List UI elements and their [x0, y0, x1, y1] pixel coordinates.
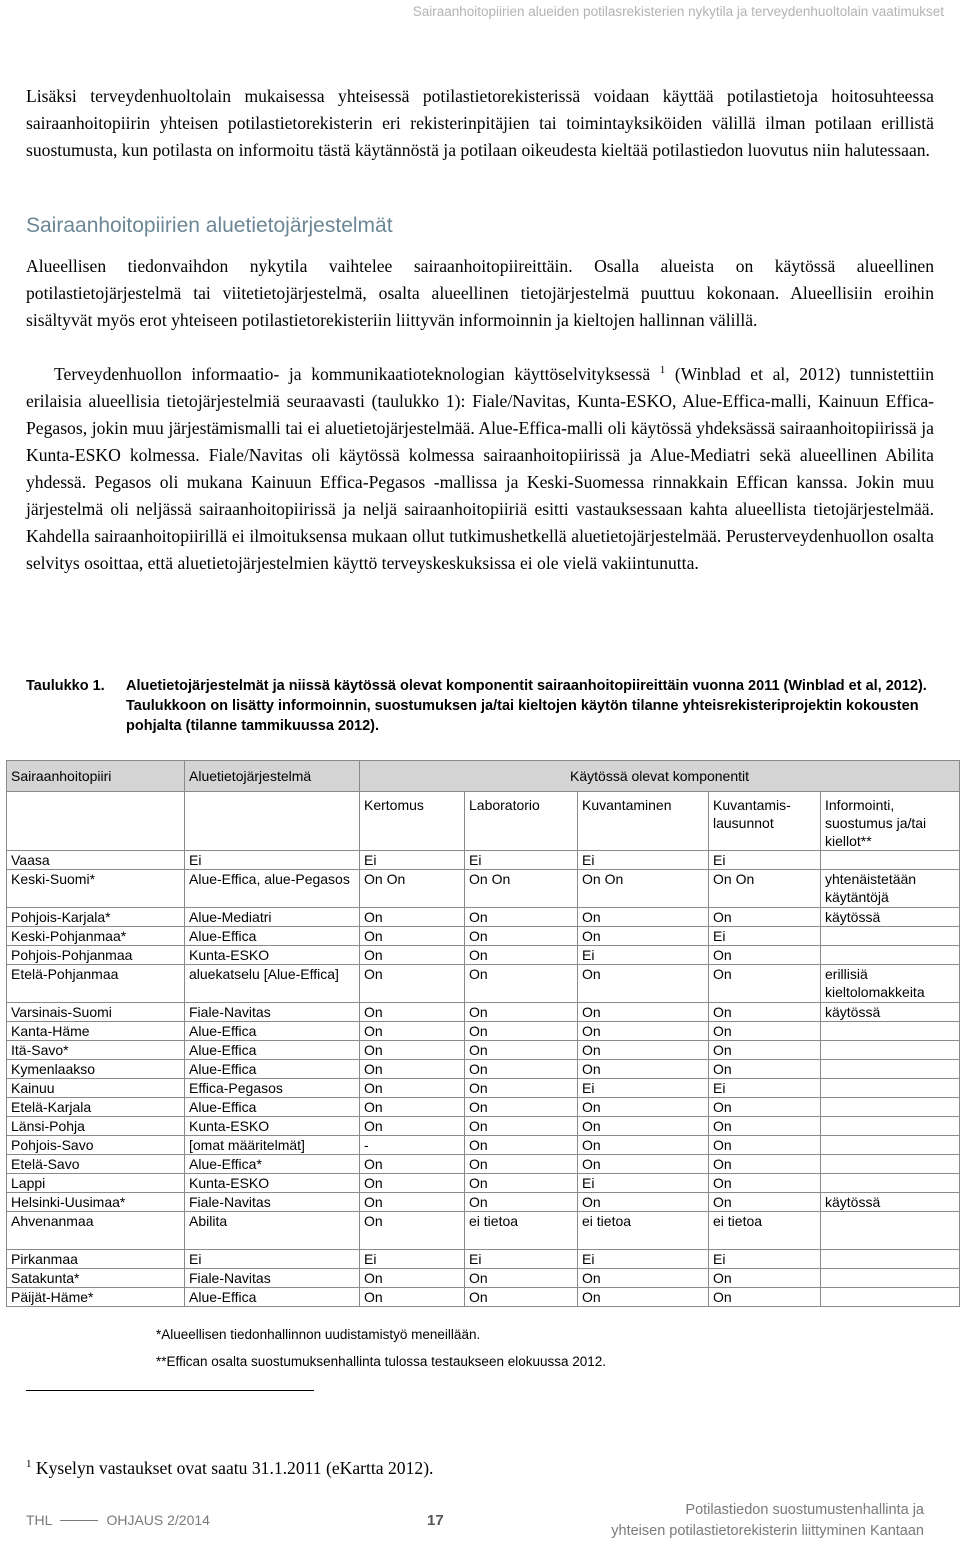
table-note-2: **Effican osalta suostumuksenhallinta tulossa testaukseen elokuussa 2012. — [156, 1354, 607, 1369]
cell-informointi — [821, 1098, 960, 1117]
cell-kertomus: On — [360, 1041, 465, 1060]
table-row — [7, 965, 960, 1003]
cell-kuvantaminen: Ei — [578, 1250, 709, 1269]
cell-district: Itä-Savo* — [7, 1041, 185, 1060]
cell-informointi: käytössä — [821, 1003, 960, 1022]
cell-lausunnot: On — [709, 1174, 821, 1193]
intro-paragraph — [26, 83, 934, 164]
cell-kuvantaminen: On — [578, 1193, 709, 1212]
cell-kuvantaminen: Ei — [578, 946, 709, 965]
cell-informointi — [821, 1022, 960, 1041]
subheader-kuvantamislausunnot: Kuvantamis-lausunnot — [709, 792, 821, 851]
cell-informointi — [821, 1174, 960, 1193]
cell-system: Kunta-ESKO — [185, 1117, 360, 1136]
cell-system: Alue-Effica — [185, 1041, 360, 1060]
cell-lausunnot: On — [709, 965, 821, 1003]
cell-system: Fiale-Navitas — [185, 1193, 360, 1212]
cell-informointi — [821, 1117, 960, 1136]
cell-lausunnot: On — [709, 1269, 821, 1288]
table-row — [7, 946, 960, 965]
cell-system: Alue-Effica — [185, 1060, 360, 1079]
cell-kertomus: On — [360, 965, 465, 1003]
cell-informointi — [821, 1136, 960, 1155]
cell-system: Alue-Effica — [185, 927, 360, 946]
cell-kuvantaminen: ei tietoa — [578, 1212, 709, 1250]
table-row — [7, 1212, 960, 1250]
cell-district: Päijät-Häme* — [7, 1288, 185, 1307]
cell-kuvantaminen: On — [578, 1060, 709, 1079]
cell-lausunnot: Ei — [709, 1079, 821, 1098]
cell-laboratorio: On — [465, 1041, 578, 1060]
cell-kertomus: On — [360, 1212, 465, 1250]
cell-kuvantaminen: On — [578, 965, 709, 1003]
cell-kertomus: On — [360, 908, 465, 927]
table-row — [7, 1193, 960, 1212]
cell-district: Kymenlaakso — [7, 1060, 185, 1079]
cell-kertomus: On — [360, 1079, 465, 1098]
cell-informointi — [821, 1288, 960, 1307]
cell-lausunnot: On — [709, 1022, 821, 1041]
cell-informointi — [821, 851, 960, 870]
subheader-kertomus: Kertomus — [360, 792, 465, 851]
table-row — [7, 1003, 960, 1022]
footer-title-line-2: yhteisen potilastietorekisterin liittyminen Kantaan — [611, 1523, 924, 1539]
footnote-divider — [26, 1390, 314, 1391]
table-row — [7, 1098, 960, 1117]
cell-system: Kunta-ESKO — [185, 1174, 360, 1193]
cell-informointi — [821, 946, 960, 965]
cell-laboratorio: On On — [465, 870, 578, 908]
cell-kertomus: On — [360, 1193, 465, 1212]
cell-kertomus: Ei — [360, 1250, 465, 1269]
cell-kertomus: On — [360, 1117, 465, 1136]
subheader-laboratorio: Laboratorio — [465, 792, 578, 851]
cell-district: Ahvenanmaa — [7, 1212, 185, 1250]
cell-district: Helsinki-Uusimaa* — [7, 1193, 185, 1212]
cell-system: Alue-Effica — [185, 1022, 360, 1041]
cell-laboratorio: On — [465, 1079, 578, 1098]
table-row — [7, 1041, 960, 1060]
cell-system: Fiale-Navitas — [185, 1269, 360, 1288]
cell-laboratorio: On — [465, 1003, 578, 1022]
cell-laboratorio: ei tietoa — [465, 1212, 578, 1250]
cell-district: Kainuu — [7, 1079, 185, 1098]
cell-system: Ei — [185, 1250, 360, 1269]
running-header: Sairaanhoitopiirien alueiden potilasrekisterien nykytila ja terveydenhuoltolain vaatimukset — [412, 4, 944, 19]
cell-laboratorio: On — [465, 1174, 578, 1193]
cell-laboratorio: Ei — [465, 1250, 578, 1269]
cell-kertomus: On — [360, 1288, 465, 1307]
cell-system: Alue-Effica — [185, 1288, 360, 1307]
cell-district: Satakunta* — [7, 1269, 185, 1288]
cell-system: Abilita — [185, 1212, 360, 1250]
cell-informointi — [821, 1269, 960, 1288]
cell-informointi — [821, 1155, 960, 1174]
cell-kuvantaminen: Ei — [578, 1174, 709, 1193]
cell-system: Fiale-Navitas — [185, 1003, 360, 1022]
footer-publisher — [26, 1512, 210, 1528]
cell-district: Etelä-Pohjanmaa — [7, 965, 185, 1003]
cell-informointi — [821, 1060, 960, 1079]
cell-district: Länsi-Pohja — [7, 1117, 185, 1136]
section-paragraph-1-text: Alueellisen tiedonvaihdon nykytila vaihtelee sairaanhoitopiireittäin. Osalla alueista on käytössä alueellinen potilastietojärjestelmä tai viitetietojärjestelmä, osalta alueellinen tietojärjestelmä puuttuu kokonaan. Alueellisiin eroihin sisältyvät myös erot yhteiseen potilastietorekisteriin liittyvän informoinnin ja kieltojen hallinnan välillä. — [26, 256, 934, 330]
cell-laboratorio: On — [465, 965, 578, 1003]
footnote-number: 1 — [26, 1458, 32, 1471]
cell-lausunnot: On — [709, 908, 821, 927]
footer-dash-line — [60, 1520, 98, 1521]
footnote-reference[interactable]: 1 — [659, 364, 666, 377]
cell-kuvantaminen: On — [578, 1117, 709, 1136]
cell-informointi — [821, 1079, 960, 1098]
cell-lausunnot: On On — [709, 870, 821, 908]
cell-system: aluekatselu [Alue-Effica] — [185, 965, 360, 1003]
page-number: 17 — [427, 1512, 444, 1529]
table-row — [7, 1079, 960, 1098]
table-caption — [26, 676, 946, 736]
paragraph-2-end: (Winblad et al, 2012) tunnistettiin erilaisia alueellisia tietojärjestelmiä seuraavasti (taulukko 1): Fiale/Navitas, Kunta-ESKO, Alue-Effica-malli, Kainuun Effica-Pegasos, jokin muu järjestämismalli tai ei aluetietojärjestelmää. Alue-Effica-malli oli käytössä yhdeksässä sairaanhoitopiirissä ja Kunta-ESKO kolmessa. Fiale/Navitas oli käytössä kolmessa sairaanhoitopiirissä ja Alue-Mediatri sekä alueellinen Abilita yhdessä. Pegasos oli mukana Kainuun Effica-Pegasos -mallissa ja Keski-Suomessa rinnakkain Effican kanssa. Jokin muu järjestelmä oli neljässä sairaanhoitopiirissä ja neljä sairaanhoitopiiriä esitti vastauksessaan kahta alueellista tietojärjestelmää. Kahdella sairaanhoitopiirillä ei ilmoituksensa mukaan ollut tutkimushetkellä aluetietojärjestelmää. Perusterveydenhuollon osalta selvitys osoittaa, että aluetietojärjestelmien käyttö terveyskeskuksissa ei ole vielä vakiintunutta. — [26, 364, 934, 573]
cell-kertomus: On — [360, 1174, 465, 1193]
cell-kertomus: On — [360, 946, 465, 965]
cell-informointi — [821, 1250, 960, 1269]
section-title: Sairaanhoitopiirien aluetietojärjestelmät — [26, 214, 393, 237]
footnote — [26, 1458, 433, 1479]
cell-kuvantaminen: Ei — [578, 1079, 709, 1098]
footer-publication-title — [611, 1500, 924, 1542]
header-components: Käytössä olevat komponentit — [360, 761, 960, 792]
table-subheader-row — [7, 792, 960, 851]
cell-lausunnot: On — [709, 1155, 821, 1174]
cell-district: Varsinais-Suomi — [7, 1003, 185, 1022]
cell-system: Kunta-ESKO — [185, 946, 360, 965]
table-header-row — [7, 761, 960, 792]
table-row — [7, 870, 960, 908]
cell-kuvantaminen: On — [578, 908, 709, 927]
cell-informointi: käytössä — [821, 908, 960, 927]
cell-lausunnot: On — [709, 1060, 821, 1079]
subheader-kuvantaminen: Kuvantaminen — [578, 792, 709, 851]
cell-system: [omat määritelmät] — [185, 1136, 360, 1155]
header-district: Sairaanhoitopiiri — [7, 761, 185, 792]
cell-lausunnot: Ei — [709, 851, 821, 870]
table-row — [7, 1117, 960, 1136]
cell-system: Alue-Mediatri — [185, 908, 360, 927]
cell-informointi: yhtenäistetään käytäntöjä — [821, 870, 960, 908]
cell-district: Etelä-Karjala — [7, 1098, 185, 1117]
cell-laboratorio: On — [465, 1117, 578, 1136]
cell-laboratorio: On — [465, 1288, 578, 1307]
table-row — [7, 1022, 960, 1041]
cell-laboratorio: On — [465, 1022, 578, 1041]
cell-district: Keski-Suomi* — [7, 870, 185, 908]
cell-lausunnot: On — [709, 1003, 821, 1022]
cell-kuvantaminen: On — [578, 1288, 709, 1307]
header-system: Aluetietojärjestelmä — [185, 761, 360, 792]
cell-district: Etelä-Savo — [7, 1155, 185, 1174]
cell-system: Ei — [185, 851, 360, 870]
cell-kuvantaminen: On — [578, 1155, 709, 1174]
cell-laboratorio: On — [465, 1193, 578, 1212]
subheader-empty — [7, 792, 185, 851]
cell-district: Lappi — [7, 1174, 185, 1193]
intro-paragraph-text: Lisäksi terveydenhuoltolain mukaisessa yhteisessä potilastietorekisterissä voidaan käyttää potilastietoja hoitosuhteessa sairaanhoitopiirin yhteisen potilastietorekisterin eri rekisterinpitäjien tai toimintayksiköiden välillä ilman potilaan erillistä suostumusta, kun potilasta on informoitu tästä käytännöstä ja potilaan oikeudesta kieltää potilastiedon luovutus niin halutessaan. — [26, 86, 934, 160]
cell-kuvantaminen: On — [578, 1098, 709, 1117]
table-row — [7, 927, 960, 946]
cell-lausunnot: On — [709, 1288, 821, 1307]
cell-laboratorio: On — [465, 1098, 578, 1117]
cell-kertomus: - — [360, 1136, 465, 1155]
cell-laboratorio: Ei — [465, 851, 578, 870]
table-row — [7, 1250, 960, 1269]
table-row — [7, 1136, 960, 1155]
cell-informointi: erillisiä kieltolomakkeita — [821, 965, 960, 1003]
cell-district: Keski-Pohjanmaa* — [7, 927, 185, 946]
cell-laboratorio: On — [465, 946, 578, 965]
paragraph-2-start: Terveydenhuollon informaatio- ja kommunikaatioteknologian käyttöselvityksessä — [54, 364, 651, 384]
cell-kertomus: On — [360, 1003, 465, 1022]
cell-lausunnot: Ei — [709, 1250, 821, 1269]
subheader-informointi: Informointi, suostumus ja/tai kiellot** — [821, 792, 960, 851]
cell-district: Pirkanmaa — [7, 1250, 185, 1269]
section-paragraph-2-text — [26, 361, 934, 577]
cell-kuvantaminen: On — [578, 1041, 709, 1060]
table-row — [7, 1174, 960, 1193]
cell-informointi — [821, 927, 960, 946]
table-row — [7, 1155, 960, 1174]
cell-kertomus: On — [360, 1022, 465, 1041]
cell-lausunnot: On — [709, 1098, 821, 1117]
cell-informointi — [821, 1041, 960, 1060]
table-caption-text: Aluetietojärjestelmät ja niissä käytössä olevat komponentit sairaanhoitopiireittäin vuonna 2011 (Winblad et al, 2012). Taulukkoon on lisätty informoinnin, suostumuksen ja/tai kieltojen käytön tilanne yhteisrekisteriprojektin kokousten pohjalta (tilanne tammikuussa 2012). — [126, 678, 927, 734]
cell-kuvantaminen: On — [578, 1022, 709, 1041]
cell-laboratorio: On — [465, 927, 578, 946]
cell-lausunnot: ei tietoa — [709, 1212, 821, 1250]
section-paragraph-1 — [26, 253, 934, 334]
cell-lausunnot: On — [709, 1117, 821, 1136]
table-caption-label: Taulukko 1. — [26, 678, 105, 694]
cell-laboratorio: On — [465, 1136, 578, 1155]
cell-lausunnot: On — [709, 1136, 821, 1155]
cell-kertomus: On — [360, 1269, 465, 1288]
cell-kuvantaminen: On — [578, 1003, 709, 1022]
cell-kertomus: On — [360, 927, 465, 946]
cell-system: Alue-Effica* — [185, 1155, 360, 1174]
cell-informointi — [821, 1212, 960, 1250]
cell-district: Kanta-Häme — [7, 1022, 185, 1041]
table-row — [7, 1288, 960, 1307]
table-row — [7, 908, 960, 927]
cell-system: Alue-Effica, alue-Pegasos — [185, 870, 360, 908]
cell-district: Pohjois-Pohjanmaa — [7, 946, 185, 965]
subheader-empty — [185, 792, 360, 851]
cell-district: Vaasa — [7, 851, 185, 870]
cell-system: Alue-Effica — [185, 1098, 360, 1117]
cell-laboratorio: On — [465, 1155, 578, 1174]
cell-district: Pohjois-Karjala* — [7, 908, 185, 927]
table-note-1: *Alueellisen tiedonhallinnon uudistamistyö meneillään. — [156, 1327, 481, 1342]
cell-lausunnot: On — [709, 946, 821, 965]
table-row — [7, 1269, 960, 1288]
cell-lausunnot: Ei — [709, 927, 821, 946]
section-paragraph-2 — [26, 361, 934, 577]
cell-kertomus: On — [360, 1060, 465, 1079]
cell-kuvantaminen: On — [578, 927, 709, 946]
cell-laboratorio: On — [465, 908, 578, 927]
cell-system: Effica-Pegasos — [185, 1079, 360, 1098]
cell-kertomus: On — [360, 1098, 465, 1117]
cell-kuvantaminen: On On — [578, 870, 709, 908]
cell-lausunnot: On — [709, 1041, 821, 1060]
cell-kertomus: Ei — [360, 851, 465, 870]
table-row — [7, 851, 960, 870]
cell-informointi: käytössä — [821, 1193, 960, 1212]
cell-lausunnot: On — [709, 1193, 821, 1212]
cell-kuvantaminen: On — [578, 1136, 709, 1155]
cell-laboratorio: On — [465, 1060, 578, 1079]
table-row — [7, 1060, 960, 1079]
regional-systems-table — [6, 760, 960, 1307]
cell-district: Pohjois-Savo — [7, 1136, 185, 1155]
cell-kertomus: On — [360, 1155, 465, 1174]
cell-laboratorio: On — [465, 1269, 578, 1288]
footer-title-line-1: Potilastiedon suostumustenhallinta ja — [685, 1502, 924, 1518]
footer-org: THL — [26, 1512, 53, 1528]
footnote-text: Kyselyn vastaukset ovat saatu 31.1.2011 (eKartta 2012). — [31, 1458, 434, 1478]
cell-kuvantaminen: Ei — [578, 851, 709, 870]
footer-series: OHJAUS 2/2014 — [106, 1512, 210, 1528]
cell-kertomus: On On — [360, 870, 465, 908]
cell-kuvantaminen: On — [578, 1269, 709, 1288]
